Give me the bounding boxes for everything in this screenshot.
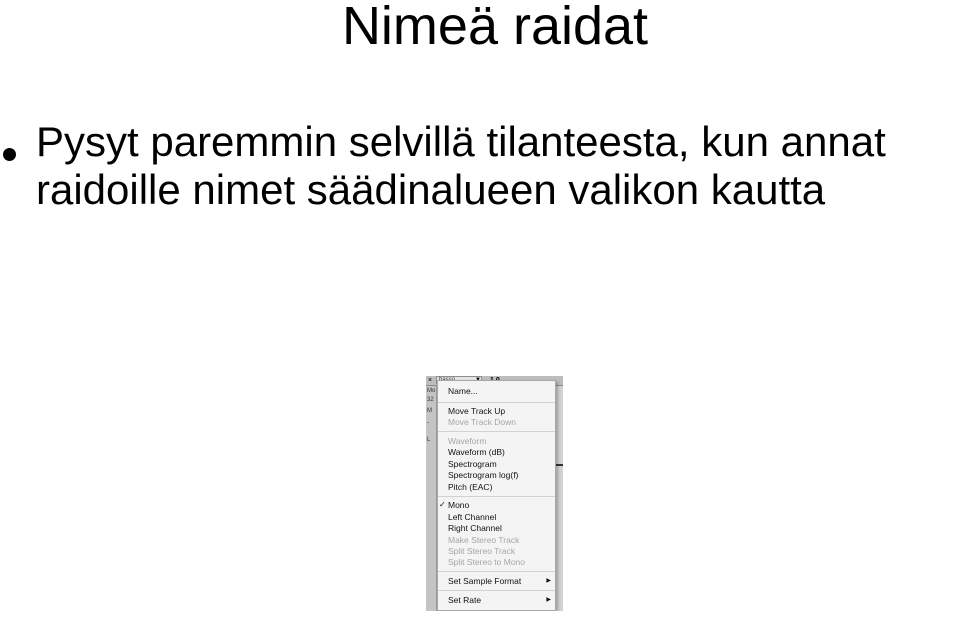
bullet-text: [36, 118, 886, 214]
strip-label: L: [427, 437, 431, 443]
submenu-arrow-icon: ▶: [546, 578, 551, 584]
menu-item-label: Mono: [448, 500, 470, 510]
menu-item-label: Split Stereo Track: [448, 546, 516, 556]
menu-item-label: Right Channel: [448, 523, 502, 533]
menu-item-label: Split Stereo to Mono: [448, 557, 526, 567]
menu-item-label: Name...: [448, 386, 478, 396]
track-menu-screenshot: [426, 376, 563, 611]
menu-item-mono[interactable]: [438, 499, 555, 511]
strip-label: Mo: [427, 388, 436, 394]
menu-item-move-track-down: [438, 416, 555, 428]
menu-item-label: Spectrogram: [448, 459, 497, 469]
bullet-line-2: raidoille nimet säädinalueen valikon kautta: [36, 166, 826, 213]
menu-item-set-sample-format[interactable]: [438, 575, 555, 587]
strip-label: -: [427, 420, 429, 426]
menu-item-label: Set Sample Format: [448, 576, 522, 586]
menu-item-label: Pitch (EAC): [448, 482, 493, 492]
waveform-area: [556, 386, 563, 611]
menu-item-label: Make Stereo Track: [448, 535, 520, 545]
strip-label: M: [427, 408, 432, 414]
menu-item-label: Left Channel: [448, 512, 497, 522]
menu-item-split-stereo-to-mono: [438, 556, 555, 568]
bullet-line-1: Pysyt paremmin selvillä tilanteesta, kun annat: [36, 118, 886, 165]
menu-item-name[interactable]: [438, 385, 555, 397]
menu-item-pitch-eac[interactable]: [438, 481, 555, 493]
menu-item-label: Move Track Up: [448, 406, 506, 416]
strip-label: 32: [427, 397, 434, 403]
menu-item-waveform-db[interactable]: [438, 446, 555, 458]
menu-item-label: Move Track Down: [448, 417, 517, 427]
track-control-strip: [426, 386, 437, 611]
menu-item-spectrogram-log[interactable]: [438, 469, 555, 481]
menu-separator: [438, 571, 555, 572]
close-icon[interactable]: ×: [428, 377, 433, 384]
menu-item-right-channel[interactable]: [438, 522, 555, 534]
menu-item-label: Waveform: [448, 436, 487, 446]
menu-item-label: Waveform (dB): [448, 447, 505, 457]
menu-separator: [438, 431, 555, 432]
menu-separator: [438, 402, 555, 403]
menu-separator: [438, 496, 555, 497]
menu-item-set-rate[interactable]: [438, 594, 555, 606]
menu-item-label: Set Rate: [448, 595, 482, 605]
menu-item-label: Spectrogram log(f): [448, 470, 519, 480]
waveform-line: [556, 464, 563, 466]
slide-title: Nimeä raidat: [341, 0, 649, 56]
bullet-dot-icon: [3, 148, 16, 161]
menu-separator: [438, 590, 555, 591]
checkmark-icon: ✓: [439, 500, 446, 509]
track-context-menu: [437, 380, 556, 611]
submenu-arrow-icon: ▶: [546, 597, 551, 603]
